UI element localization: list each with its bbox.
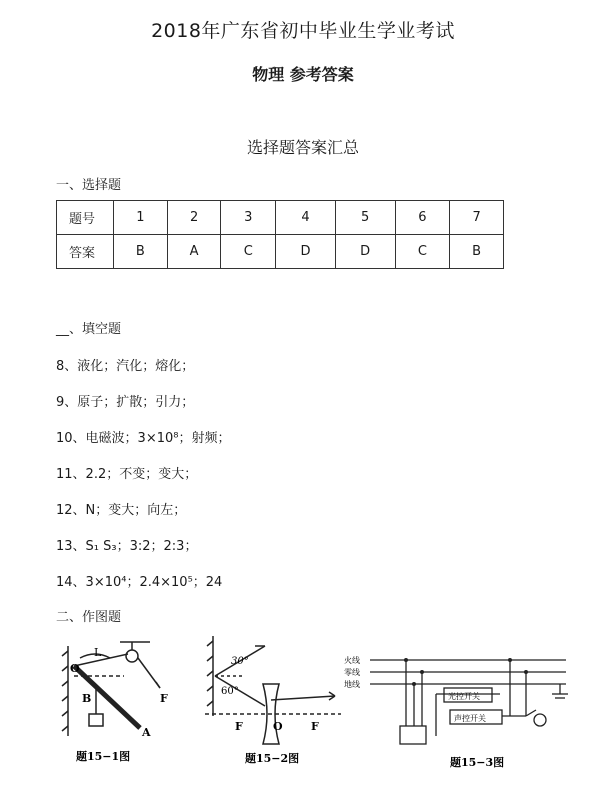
table-row-numbers bbox=[57, 201, 504, 235]
answer-cell: A bbox=[167, 235, 221, 269]
row-label-numbers: 题号 bbox=[57, 201, 114, 235]
subject-title: 物理 参考答案 bbox=[252, 65, 354, 84]
answer-cell: C bbox=[395, 235, 450, 269]
answer-table bbox=[56, 200, 504, 269]
row-label-answers: 答案 bbox=[57, 235, 114, 269]
figure-15-2-label-o: O bbox=[273, 720, 283, 733]
figure-15-1-label-f: F bbox=[160, 692, 168, 705]
figure-15-1-label-l: L bbox=[94, 646, 102, 659]
fill-answer-line: 8、液化；汽化；熔化； bbox=[56, 359, 195, 374]
fill-answer-line: 9、原子；扩散；引力； bbox=[56, 395, 195, 410]
fill-answer-line: 14、3×10⁴；2.4×10⁵；24 bbox=[56, 575, 223, 590]
answer-cell: C bbox=[221, 235, 276, 269]
fill-answer-line: 12、N；变大；向左； bbox=[56, 503, 187, 518]
answer-cell: B bbox=[450, 235, 504, 269]
exam-title: 2018年广东省初中毕业生学业考试 bbox=[151, 20, 455, 42]
figure-15-1-label-b: B bbox=[82, 692, 92, 705]
fill-answer-line: 10、电磁波；3×10⁸；射频； bbox=[56, 431, 231, 446]
figure-15-2-label-angle2: 60° bbox=[221, 686, 239, 697]
figure-15-2-label-angle1: 30° bbox=[231, 656, 249, 667]
answer-cell: B bbox=[114, 235, 168, 269]
figure-15-3-label-ground: 地线 bbox=[344, 680, 360, 689]
figure-15-2-label-f-right: F bbox=[311, 720, 319, 733]
fill-answer-line: 11、2.2；不变；变大； bbox=[56, 467, 198, 482]
answer-cell: D bbox=[335, 235, 395, 269]
figure-15-3-label-sound-switch: 声控开关 bbox=[454, 714, 486, 723]
figure-15-3-circuit bbox=[340, 640, 580, 775]
fill-answer-line: 13、S₁ S₃；3:2；2:3； bbox=[56, 539, 198, 554]
question-number: 7 bbox=[450, 201, 504, 235]
summary-title: 选择题答案汇总 bbox=[246, 138, 359, 157]
question-number: 1 bbox=[114, 201, 168, 235]
choice-section-heading: 一、选择题 bbox=[56, 178, 122, 193]
question-number: 5 bbox=[335, 201, 395, 235]
figure-15-1-label-o: O bbox=[70, 662, 80, 675]
figure-15-3-caption: 题15−3图 bbox=[450, 756, 505, 769]
figure-15-1-caption: 题15−1图 bbox=[76, 750, 131, 763]
figure-15-3-label-neutral: 零线 bbox=[344, 668, 360, 677]
table-row-answers bbox=[57, 235, 504, 269]
figure-15-1-lever bbox=[60, 636, 190, 766]
figure-15-1-label-a: A bbox=[142, 726, 151, 739]
question-number: 3 bbox=[221, 201, 276, 235]
answer-cell: D bbox=[276, 235, 336, 269]
fill-section-heading: __、填空题 bbox=[56, 322, 122, 337]
figure-15-2-label-f-left: F bbox=[235, 720, 243, 733]
figure-15-3-label-live: 火线 bbox=[344, 656, 360, 665]
drawing-section-heading: 二、作图题 bbox=[56, 610, 122, 625]
question-number: 2 bbox=[167, 201, 221, 235]
figure-15-3-label-light-switch: 光控开关 bbox=[448, 692, 480, 701]
question-number: 4 bbox=[276, 201, 336, 235]
figure-15-2-caption: 题15−2图 bbox=[245, 752, 300, 765]
question-number: 6 bbox=[395, 201, 450, 235]
figure-15-2-optics bbox=[205, 636, 345, 771]
